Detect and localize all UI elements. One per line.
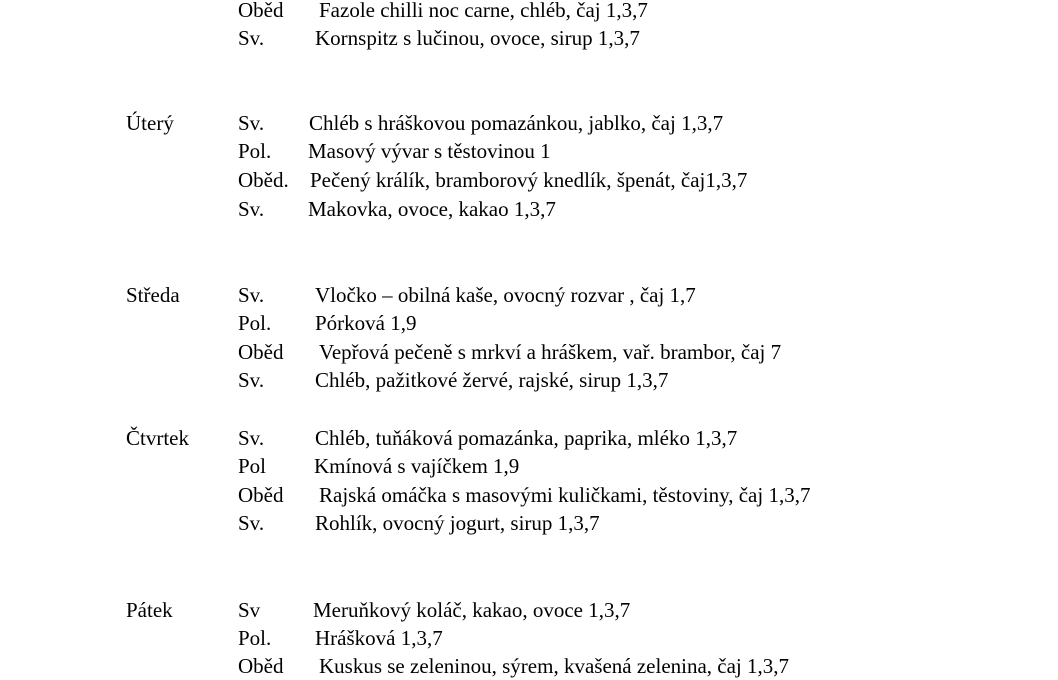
meal-type: Sv. — [238, 26, 265, 50]
meal-type: Oběd — [238, 654, 284, 678]
meal-type: Sv. — [238, 283, 265, 307]
meal-type: Oběd — [238, 340, 284, 364]
dish-text: Kmínová s vajíčkem 1,9 — [314, 454, 520, 478]
dish-text: Pórková 1,9 — [315, 311, 417, 335]
meal-type: Sv. — [238, 111, 265, 135]
dish-text: Rohlík, ovocný jogurt, sirup 1,3,7 — [315, 511, 600, 535]
meal-type: Sv. — [238, 426, 265, 450]
dish-text: Meruňkový koláč, kakao, ovoce 1,3,7 — [313, 598, 631, 622]
meal-type: Pol. — [238, 311, 272, 335]
day-label-streda: Středa — [126, 283, 180, 307]
meal-type: Sv. — [238, 197, 265, 221]
meal-type: Sv. — [238, 368, 265, 392]
dish-text: Makovka, ovoce, kakao 1,3,7 — [308, 197, 556, 221]
meal-type: Pol. — [238, 139, 272, 163]
meal-type: Pol. — [238, 626, 272, 650]
dish-text: Kuskus se zeleninou, sýrem, kvašená zelenina, čaj 1,3,7 — [319, 654, 790, 678]
dish-text: Chléb, pažitkové žervé, rajské, sirup 1,3,7 — [315, 368, 669, 392]
dish-text: Hrášková 1,3,7 — [315, 626, 443, 650]
dish-text: Chléb, tuňáková pomazánka, paprika, mléko 1,3,7 — [315, 426, 738, 450]
day-label-utery: Úterý — [126, 111, 174, 135]
dish-text: Rajská omáčka s masovými kuličkami, těstoviny, čaj 1,3,7 — [319, 483, 811, 507]
dish-text: Masový vývar s těstovinou 1 — [308, 139, 551, 163]
meal-type: Oběd. — [238, 168, 289, 192]
meal-type: Sv. — [238, 511, 265, 535]
dish-text: Chléb s hráškovou pomazánkou, jablko, čaj 1,3,7 — [309, 111, 724, 135]
dish-text: Vepřová pečeně s mrkví a hráškem, vař. brambor, čaj 7 — [319, 340, 782, 364]
meal-type: Oběd — [238, 483, 284, 507]
dish-text: Pečený králík, bramborový knedlík, špenát, čaj1,3,7 — [310, 168, 748, 192]
meal-type: Oběd — [238, 0, 284, 22]
dish-text: Fazole chilli noc carne, chléb, čaj 1,3,7 — [319, 0, 648, 22]
meal-type: Sv — [238, 598, 261, 622]
dish-text: Kornspitz s lučinou, ovoce, sirup 1,3,7 — [315, 26, 640, 50]
day-label-ctvrtek: Čtvrtek — [126, 426, 189, 450]
meal-type: Pol — [238, 454, 267, 478]
dish-text: Vločko – obilná kaše, ovocný rozvar , čaj 1,7 — [315, 283, 696, 307]
day-label-patek: Pátek — [126, 598, 173, 622]
